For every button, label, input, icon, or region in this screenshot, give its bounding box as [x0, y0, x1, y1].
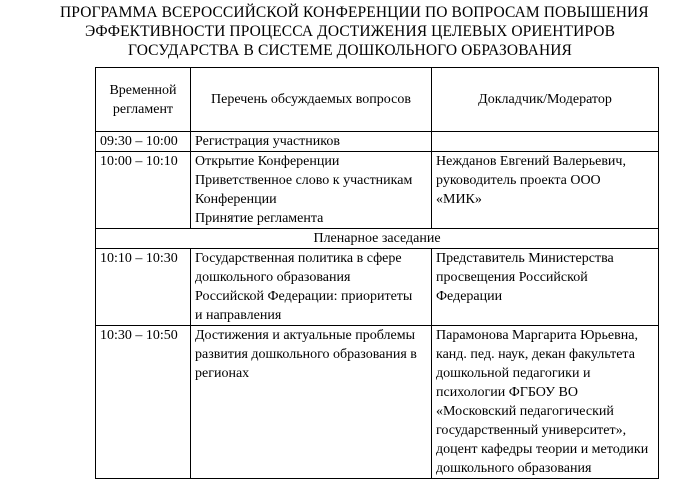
speaker-line: Федерации	[436, 289, 503, 304]
speaker-cell	[432, 132, 659, 152]
topic-line: Открытие Конференции	[195, 154, 340, 169]
topic-line: и направления	[195, 308, 282, 323]
speaker-line: канд. пед. наук, декан факультета	[436, 347, 635, 362]
speaker-line: дошкольной педагогики и	[436, 366, 591, 381]
speaker-cell	[432, 249, 659, 326]
topic-line: Достижения и актуальные проблемы	[195, 328, 415, 343]
title-line: ГОСУДАРСТВА В СИСТЕМЕ ДОШКОЛЬНОГО ОБРАЗОВАНИЯ	[128, 42, 572, 59]
topic-line: регионах	[195, 366, 250, 381]
speaker-line: доцент кафедры теории и методики	[436, 442, 649, 457]
topic-line: Конференции	[195, 192, 277, 207]
title-line: ПРОГРАММА ВСЕРОССИЙСКОЙ КОНФЕРЕНЦИИ ПО ВОПРОСАМ ПОВЫШЕНИЯ	[60, 4, 649, 21]
section-title: Пленарное заседание	[96, 229, 659, 249]
table-row	[96, 249, 659, 326]
header-topics: Перечень обсуждаемых вопросов	[191, 68, 432, 132]
header-speaker: Докладчик/Модератор	[432, 68, 659, 132]
topic-line: Принятие регламента	[195, 211, 324, 226]
time-cell: 10:00 – 10:10	[96, 152, 191, 229]
speaker-cell	[432, 152, 659, 229]
topics-cell	[191, 249, 432, 326]
title-line: ЭФФЕКТИВНОСТИ ПРОЦЕССА ДОСТИЖЕНИЯ ЦЕЛЕВЫХ ОРИЕНТИРОВ	[84, 23, 616, 40]
agenda-table	[95, 67, 659, 479]
header-time	[96, 68, 191, 132]
time-cell: 10:10 – 10:30	[96, 249, 191, 326]
speaker-cell	[432, 326, 659, 479]
speaker-line: Парамонова Маргарита Юрьевна,	[436, 328, 638, 343]
header-time-line: Временной	[109, 82, 177, 98]
header-time-line: регламент	[112, 101, 174, 117]
speaker-line: дошкольного образования	[436, 461, 592, 476]
topics-cell	[191, 152, 432, 229]
speaker-line: руководитель проекта ООО	[436, 173, 601, 188]
section-row	[96, 229, 659, 249]
topic-line: Приветственное слово к участникам	[195, 173, 413, 188]
topic-line: Регистрация участников	[195, 134, 340, 149]
speaker-line: просвещения Российской	[436, 270, 588, 285]
table-row	[96, 152, 659, 229]
table-row	[96, 326, 659, 479]
time-cell: 10:30 – 10:50	[96, 326, 191, 479]
time-cell: 09:30 – 10:00	[96, 132, 191, 152]
speaker-line: психологии ФГБОУ ВО	[436, 385, 578, 400]
topics-cell	[191, 326, 432, 479]
topic-line: Российской Федерации: приоритеты	[195, 289, 413, 304]
speaker-line: государственный университет»,	[436, 423, 627, 438]
table-header-row	[96, 68, 659, 132]
topic-line: дошкольного образования	[195, 270, 351, 285]
document-title	[60, 3, 649, 60]
topic-line: Государственная политика в сфере	[195, 251, 402, 266]
speaker-line: «Московский педагогический	[436, 404, 614, 419]
speaker-line: Представитель Министерства	[436, 251, 614, 266]
topics-cell	[191, 132, 432, 152]
table-row	[96, 132, 659, 152]
topic-line: развития дошкольного образования в	[195, 347, 417, 362]
speaker-line: «МИК»	[436, 192, 482, 207]
speaker-line: Нежданов Евгений Валерьевич,	[436, 154, 626, 169]
